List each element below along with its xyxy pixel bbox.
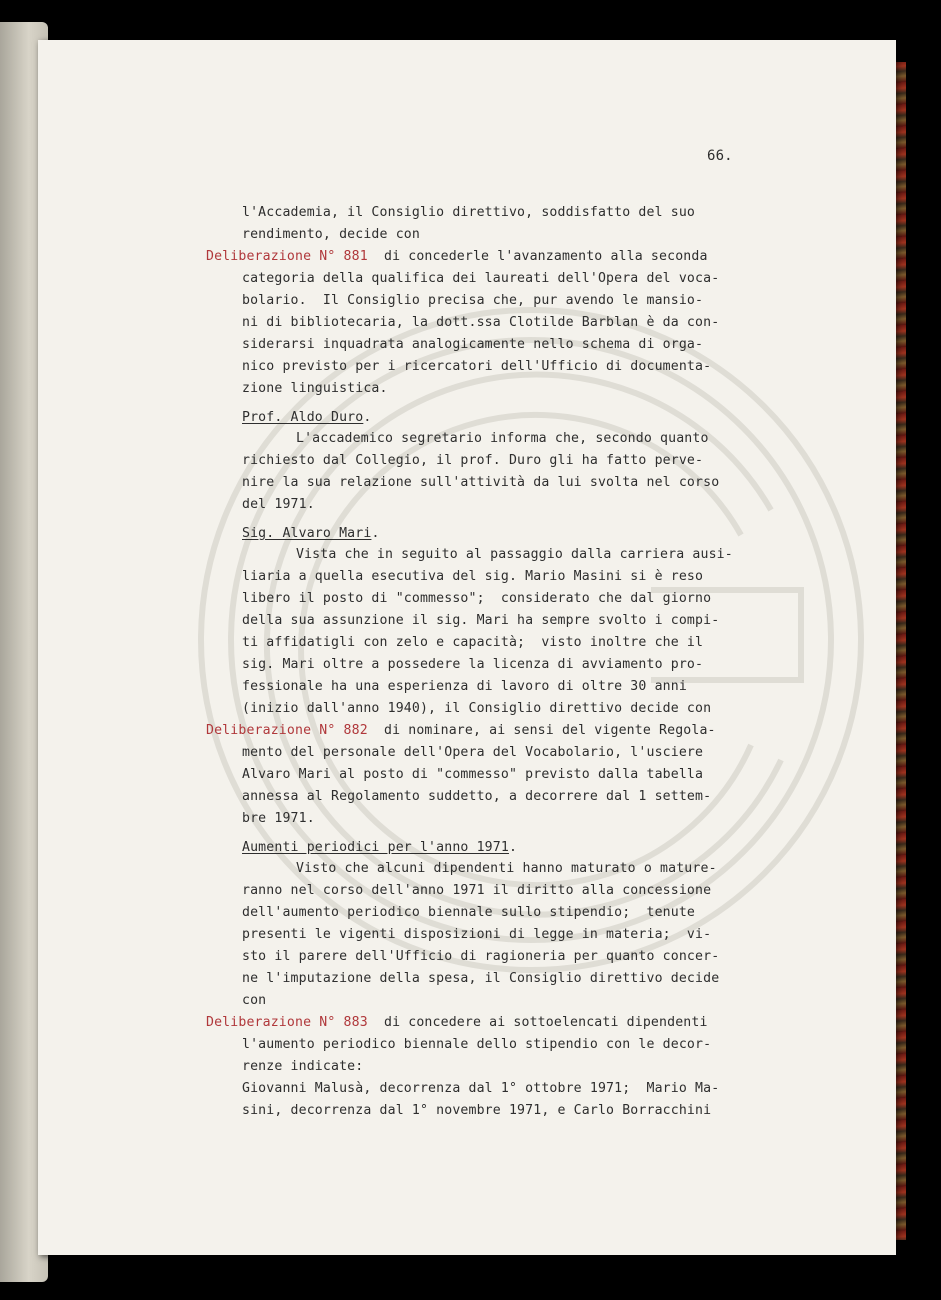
text-line: fessionale ha una esperienza di lavoro di oltre 30 anni: [242, 679, 687, 694]
text-line: liaria a quella esecutiva del sig. Mario Masini si è reso: [242, 569, 704, 584]
text-line: dell'aumento periodico biennale sullo stipendio; tenute: [242, 905, 696, 920]
text-line: categoria della qualifica dei laureati dell'Opera del voca-: [242, 271, 720, 286]
text-line: [242, 409, 371, 427]
deliberation-label: Deliberazione N° 881: [206, 249, 368, 264]
text-line: Alvaro Mari al posto di "commesso" previsto dalla tabella: [242, 767, 704, 782]
text-line: [206, 1014, 708, 1032]
text-line: ni di bibliotecaria, la dott.ssa Clotilde Barblan è da con-: [242, 315, 720, 330]
section-heading: Prof. Aldo Duro: [242, 410, 364, 425]
text-line: ranno nel corso dell'anno 1971 il diritto alla concessione: [242, 883, 712, 898]
text-line: presenti le vigenti disposizioni di legge in materia; vi-: [242, 927, 712, 942]
text-line: sto il parere dell'Ufficio di ragioneria per quanto concer-: [242, 949, 720, 964]
deliberation-text: di concederle l'avanzamento alla seconda: [367, 249, 708, 264]
text-line: bre 1971.: [242, 811, 315, 826]
deliberation-label: Deliberazione N° 883: [206, 1015, 368, 1030]
text-line: siderarsi inquadrata analogicamente nello schema di orga-: [242, 337, 704, 352]
heading-punctuation: .: [371, 526, 380, 541]
heading-punctuation: .: [508, 840, 518, 855]
text-line: rendimento, decide con: [242, 227, 420, 242]
text-line: renze indicate:: [242, 1059, 364, 1074]
section-heading: Sig. Alvaro Mari: [242, 526, 372, 541]
text-line: Visto che alcuni dipendenti hanno maturato o mature-: [296, 861, 717, 876]
text-line: sini, decorrenza dal 1° novembre 1971, e Carlo Borracchini: [242, 1103, 712, 1118]
text-line: sig. Mari oltre a possedere la licenza di avviamento pro-: [242, 657, 704, 672]
text-line: ne l'imputazione della spesa, il Consiglio direttivo decide: [242, 971, 720, 986]
text-line: [206, 248, 708, 266]
text-line: nire la sua relazione sull'attività da lui svolta nel corso: [242, 475, 720, 490]
text-line: con: [242, 993, 267, 1008]
page-number: 66.: [707, 148, 733, 164]
deliberation-label: Deliberazione N° 882: [206, 723, 368, 738]
section-heading: Aumenti periodici per l'anno 1971: [242, 840, 509, 855]
deliberation-text: di nominare, ai sensi del vigente Regola-: [367, 723, 716, 738]
heading-punctuation: .: [363, 410, 372, 425]
document-page: [38, 40, 896, 1255]
typewritten-text: [38, 40, 896, 1255]
text-line: Vista che in seguito al passaggio dalla carriera ausi-: [296, 547, 733, 562]
text-line: [206, 722, 716, 740]
text-line: Giovanni Malusà, decorrenza dal 1° ottobre 1971; Mario Ma-: [242, 1081, 720, 1096]
text-line: bolario. Il Consiglio precisa che, pur avendo le mansio-: [242, 293, 704, 308]
text-line: della sua assunzione il sig. Mari ha sempre svolto i compi-: [242, 613, 720, 628]
text-line: ti affidatigli con zelo e capacità; visto inoltre che il: [242, 635, 704, 650]
text-line: zione linguistica.: [242, 381, 388, 396]
text-line: [242, 525, 380, 543]
text-line: libero il posto di "commesso"; considerato che dal giorno: [242, 591, 712, 606]
text-line: l'aumento periodico biennale dello stipendio con le decor-: [242, 1037, 712, 1052]
text-line: mento del personale dell'Opera del Vocabolario, l'usciere: [242, 745, 704, 760]
deliberation-text: di concedere ai sottoelencati dipendenti: [367, 1015, 708, 1030]
text-line: [242, 839, 517, 857]
text-line: (inizio dall'anno 1940), il Consiglio direttivo decide con: [242, 701, 712, 716]
text-line: l'Accademia, il Consiglio direttivo, soddisfatto del suo: [242, 205, 696, 220]
text-line: nico previsto per i ricercatori dell'Ufficio di documenta-: [242, 359, 712, 374]
text-line: richiesto dal Collegio, il prof. Duro gli ha fatto perve-: [242, 453, 704, 468]
text-line: del 1971.: [242, 497, 315, 512]
text-line: L'accademico segretario informa che, secondo quanto: [296, 431, 709, 446]
text-line: annessa al Regolamento suddetto, a decorrere dal 1 settem-: [242, 789, 712, 804]
